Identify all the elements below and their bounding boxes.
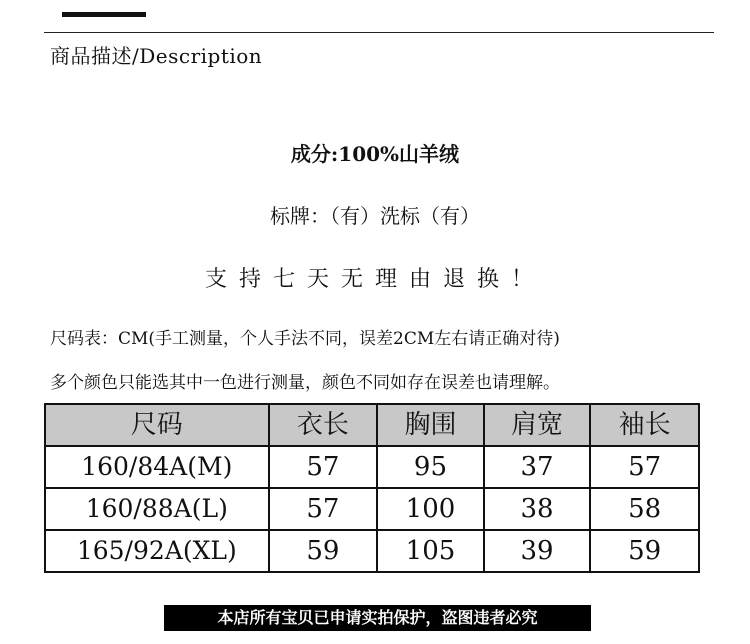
chest-cell: 100 <box>377 488 484 530</box>
table-row <box>45 446 699 488</box>
chest-cell: 105 <box>377 530 484 572</box>
copyright-notice-banner: 本店所有宝贝已申请实拍保护，盗图违者必究 <box>164 605 591 631</box>
shoulder-cell: 39 <box>484 530 591 572</box>
color-measurement-note: 多个颜色只能选其中一色进行测量，颜色不同如存在误差也请理解。 <box>50 373 560 393</box>
length-cell: 57 <box>269 488 378 530</box>
header-sleeve: 袖长 <box>590 404 699 446</box>
size-cell: 160/84A(M) <box>45 446 269 488</box>
table-row <box>45 530 699 572</box>
size-cell: 160/88A(L) <box>45 488 269 530</box>
length-cell: 59 <box>269 530 378 572</box>
size-cell: 165/92A(XL) <box>45 530 269 572</box>
sleeve-cell: 57 <box>590 446 699 488</box>
header-length: 衣长 <box>269 404 378 446</box>
table-row <box>45 488 699 530</box>
sleeve-cell: 58 <box>590 488 699 530</box>
header-divider <box>44 32 714 33</box>
size-table-header-row <box>45 404 699 446</box>
composition-text: 成分:100%山羊绒 <box>290 142 460 166</box>
shoulder-cell: 38 <box>484 488 591 530</box>
header-size: 尺码 <box>45 404 269 446</box>
section-title: 商品描述/Description <box>50 44 263 68</box>
labels-text: 标牌：（有）洗标（有） <box>270 204 480 228</box>
chest-cell: 95 <box>377 446 484 488</box>
header-chest: 胸围 <box>377 404 484 446</box>
returns-policy-text: 支持七天无理由退换！ <box>204 267 545 292</box>
header-accent-bar <box>62 12 146 17</box>
size-table <box>44 403 700 573</box>
length-cell: 57 <box>269 446 378 488</box>
sleeve-cell: 59 <box>590 530 699 572</box>
shoulder-cell: 37 <box>484 446 591 488</box>
header-shoulder: 肩宽 <box>484 404 591 446</box>
size-measurement-note: 尺码表：CM(手工测量，个人手法不同，误差2CM左右请正确对待) <box>50 329 560 349</box>
